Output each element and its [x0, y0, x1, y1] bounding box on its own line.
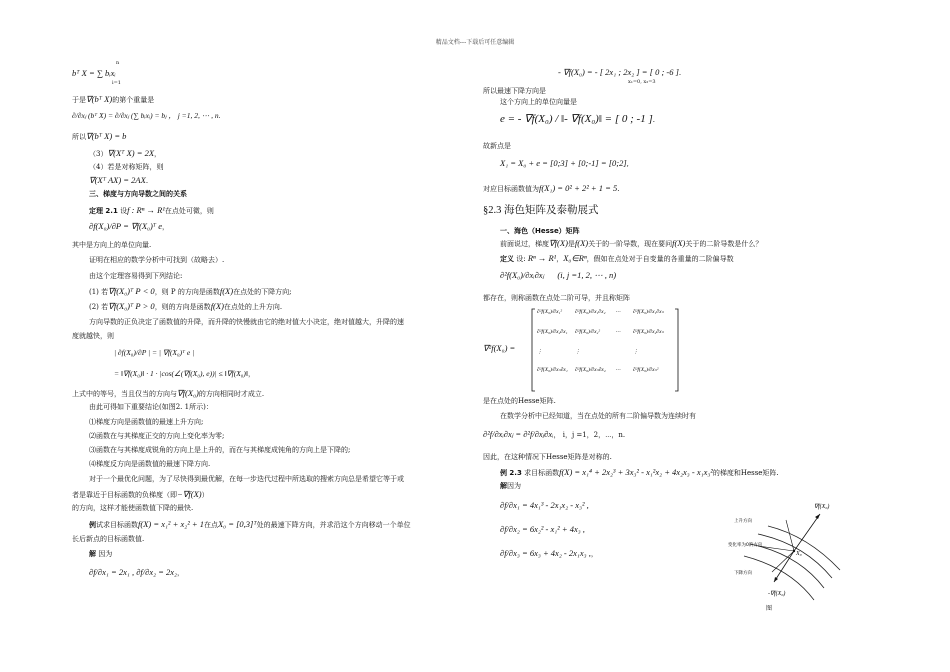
- arrowhead: [774, 577, 778, 582]
- text-line: 所以∇(bᵀ X) = b: [72, 131, 127, 141]
- formula-xtax: ∇(Xᵀ AX) = 2AX.: [89, 175, 149, 185]
- label-zero-rate: 变化率为0的方向: [728, 543, 763, 548]
- hessian-cell: ∂²f(X₀)/∂x₂∂x₁: [537, 329, 568, 335]
- sum-lower-limit: i=1: [112, 80, 121, 86]
- label-x0: X₀: [796, 551, 802, 557]
- level-curve: [768, 526, 840, 570]
- formula-symmetric: ∂²f/∂xᵢ∂xⱼ = ∂²f/∂xⱼ∂xᵢ， i，j =1，2，⋯，n.: [483, 429, 626, 439]
- solution-line: 解因为: [500, 482, 521, 490]
- text-line: （4）若是对称矩阵，则: [89, 163, 164, 171]
- hessian-cell: ⋯: [615, 367, 621, 373]
- formula-df-dx3: ∂f/∂x₃ = 6x₃ + 4x₂ - 2x₁x₃ ,，: [500, 548, 598, 558]
- text-line: 由这个定理容易得到下列结论:: [89, 272, 183, 280]
- text-line: 其中是方向上的单位向量.: [72, 241, 152, 249]
- text-line: 者是靠近于目标函数的负梯度（即−∇f(X)）: [72, 489, 209, 499]
- text-line: 前面说过，梯度∇f(X)是f(X)关于的一阶导数，现在要问f(X)关于的二阶导数是什么？: [500, 238, 763, 248]
- level-curve: [758, 534, 832, 578]
- formula-cauchy: = ‖∇f(X₀)‖ · 1 · |cos(∠(∇f(X₀), e))| ≤ ‖∇f(X₀)‖，: [114, 369, 255, 378]
- section-title: §2.3 海色矩阵及泰勒展式: [483, 205, 599, 216]
- hessian-cell: ⋮: [537, 349, 543, 355]
- hessian-cell: ⋮: [575, 349, 581, 355]
- label-neg-gradient: -∇f(X₀): [768, 591, 786, 597]
- text-line: 因此，在这种情况下Hesse矩阵是对称的.: [483, 453, 612, 461]
- label-gradient: ∇f(X₀): [814, 504, 830, 510]
- text-line: 上式中的等号，当且仅当的方向与∇f(X₀)的方向相同时才成立.: [72, 388, 265, 398]
- text-line: 这个方向上的单位向量是: [500, 98, 577, 106]
- formula-df-dx1: ∂f/∂x₁ = 4x₁³ - 2x₁x₂ - x₃² ,: [500, 500, 589, 510]
- section-heading: 三、梯度与方向导数之间的关系: [89, 190, 187, 198]
- example-line: 例 2.3 求目标函数f(X) = x₁⁴ + 2x₂³ + 3x₃² - x₁²x₂ + 4x₂x₃ - x₁x₃²的梯度和Hesse矩阵.: [500, 467, 779, 477]
- gradient-diagram: [728, 498, 864, 616]
- text-line: 方向导数的正负决定了函数值的升降，而升降的快慢就由它的绝对值大小决定，绝对值越大，升降的速: [89, 318, 404, 326]
- formula-partial-btx: ∂/∂xⱼ (bᵀ X) = ∂/∂xⱼ (∑ bᵢxᵢ) = bⱼ ， j =1, 2, ⋯ , n.: [72, 111, 221, 120]
- theorem-line: 定理 2.1 设f : Rⁿ → R¹在点处可微，则: [89, 205, 214, 215]
- formula-new-point: X₁ = X₀ + e = [0;3] + [0;-1] = [0;2],: [500, 158, 629, 168]
- hessian-cell: ∂²f(X₀)/∂x₁²: [537, 309, 563, 315]
- hessian-cell: ∂²f(X₀)/∂x₂∂xₙ: [633, 329, 664, 335]
- hessian-cell: ∂²f(X₀)/∂xₙ∂x₂: [575, 367, 606, 373]
- text-line: 在数学分析中已经知道，当在点处的所有二阶偏导数为连续时有: [500, 412, 696, 420]
- page-header: 精品文档---下载后可任意编辑: [435, 39, 515, 46]
- descent-arrow: [772, 551, 794, 572]
- text-line: 由此可得如下重要结论(如图2. 1所示)：: [89, 403, 213, 411]
- hessian-cell: ⋯: [615, 309, 621, 315]
- formula-neg-gradient: - ∇f(X₀) = - [ 2x₁ ; 2x₂ ] = [ 0 ; -6 ].: [558, 67, 682, 77]
- conclusion-1: (1) 若∇f(X₀)ᵀ P < 0，则 P 的方向是函数f(X)在点处的下降方向;: [89, 286, 292, 296]
- formula-unit-vector: e = - ∇f(X₀) / ‖- ∇f(X₀)‖ = [ 0 ; -1 ].: [500, 113, 655, 125]
- hessian-cell: ⋯: [615, 329, 621, 335]
- definition-line: 定义 设: Rⁿ → R¹，X₀∈Rⁿ，假如在点处对于自变量的各重量的二阶偏导数: [500, 253, 734, 263]
- label-down: 下降方向: [734, 571, 752, 576]
- text-line: （3）∇(Xᵀ X) = 2X，: [89, 148, 162, 158]
- sum-upper-limit: n: [116, 60, 120, 66]
- list-item: ⑷梯度反方向是函数值的最速下降方向.: [89, 460, 211, 468]
- formula-btx: bᵀ X = ∑ bᵢxᵢ: [72, 68, 116, 78]
- point-x0: [793, 550, 795, 552]
- text-line: 于是∇(bᵀ X)的第个重量是: [72, 94, 155, 104]
- text-line: 都存在，则称函数在点处二阶可导，并且称矩阵: [483, 294, 630, 302]
- hessian-matrix: [531, 308, 679, 394]
- text-line: 对于一个最优化问题，为了尽快得到最优解，在每一步迭代过程中所选取的搜索方向总是希望它等于或: [89, 475, 404, 483]
- level-curve: [750, 544, 824, 588]
- gradient-arrow: [794, 514, 820, 551]
- gradient-figure: [728, 498, 864, 616]
- hessian-cell: ∂²f(X₀)/∂x₁∂x₂: [575, 309, 606, 315]
- ascent-arrow: [786, 520, 794, 551]
- hessian-cell: ∂²f(X₀)/∂x₂²: [575, 329, 601, 335]
- text-line: 证明在相应的数学分析中可找到（故略去）.: [89, 256, 225, 264]
- hessian-lhs: ∇²f(X₀) =: [483, 343, 516, 353]
- hessian-cell: ⋮: [633, 349, 639, 355]
- arrowhead: [815, 514, 820, 519]
- example-line: 例试求目标函数f(X) = x₁² + x₂² + 1在点X₀ = [0,3]ᵀ处的最速下降方向，并求沿这个方向移动一个单位: [89, 519, 411, 529]
- list-item: ⑴梯度方向是函数值的最速上升方向;: [89, 418, 204, 426]
- formula-df-dx2: ∂f/∂x₂ = 6x₂² - x₁² + 4x₃ ,: [500, 524, 585, 534]
- conclusion-2: (2) 若∇f(X₀)ᵀ P > 0，则的方向是函数f(X)在点处的上升方向.: [89, 301, 283, 311]
- formula-second-partial: ∂²f(X₀)/∂xᵢ∂xⱼ (i, j =1, 2, ⋯ , n): [500, 270, 617, 280]
- text-line: 对应目标函数值为f(X₁) = 0² + 2² + 1 = 5.: [483, 183, 620, 193]
- formula-directional-derivative: ∂f(X₀)/∂P = ∇f(X₀)ᵀ e，: [89, 221, 169, 231]
- solution-line: 解 因为: [89, 550, 113, 558]
- hessian-cell: ∂²f(X₀)/∂xₙ²: [633, 367, 659, 373]
- text-line: 是在点处的Hesse矩阵.: [483, 397, 556, 405]
- text-line: 长后新点的目标函数值.: [72, 535, 145, 543]
- list-item: ⑵函数在与其梯度正交的方向上变化率为零;: [89, 432, 225, 440]
- label-up: 上升方向: [734, 519, 752, 524]
- text-line: 的方向，这样才能使函数值下降的最快.: [72, 504, 194, 512]
- figure-caption: 图: [766, 605, 773, 612]
- text-line: 度就越快，则: [72, 332, 114, 340]
- list-item: ⑶函数在与其梯度成锐角的方向上是上升的，而在与其梯度成钝角的方向上是下降的;: [89, 446, 351, 454]
- hessian-cell: ∂²f(X₀)/∂x₁∂xₙ: [633, 309, 664, 315]
- hessian-brackets: [531, 308, 679, 392]
- text-line: 所以最速下降方向是: [483, 87, 546, 95]
- formula-partials: ∂f/∂x₁ = 2x₁ , ∂f/∂x₂ = 2x₂，: [89, 567, 185, 577]
- subsection-heading: 一、海色（Hesse）矩阵: [500, 227, 580, 235]
- text-line: 故新点是: [483, 142, 511, 150]
- zero-rate-arrow: [758, 546, 794, 551]
- formula-abs-derivative: | ∂f(X₀)/∂P | = | ∇f(X₀)ᵀ e |: [114, 348, 195, 357]
- hessian-cell: ∂²f(X₀)/∂xₙ∂x₁: [537, 367, 568, 373]
- eval-subscript: x₁=0, x₂=3: [628, 79, 656, 85]
